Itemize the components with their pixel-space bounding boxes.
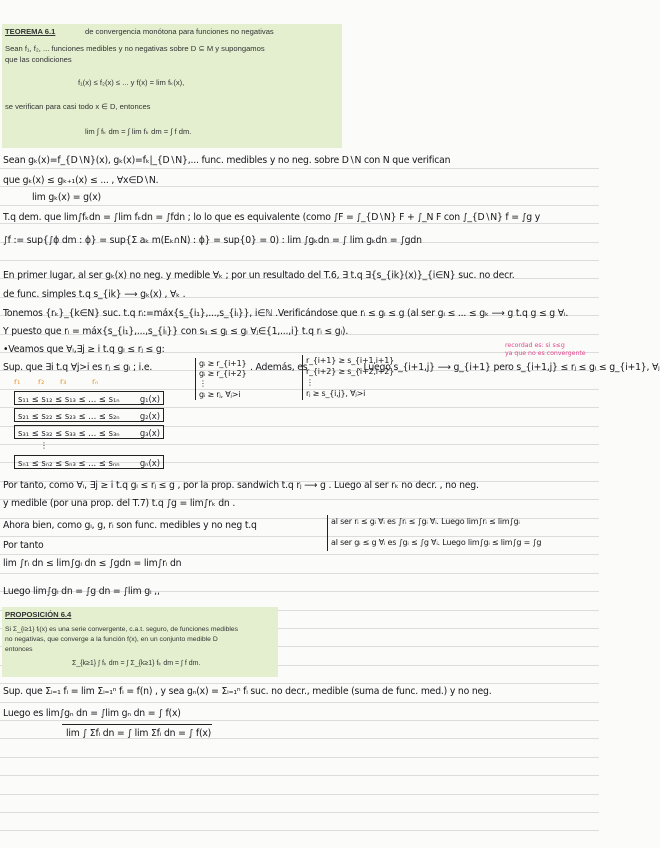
rule-line	[0, 389, 599, 390]
rule-line	[0, 554, 599, 555]
system-line: rⱼ ≥ s_{i,j}, ∀ⱼ>i	[306, 389, 366, 398]
theorem-title: TEOREMA 6.1	[5, 27, 56, 36]
note-line: ∫f := sup{∫ϕ dm : ϕ} = sup{Σ aₖ m(Eₖ∩N) : ϕ} = sup{0} = 0) : lim ∫gₖdn = ∫ lim gₖdn = ∫gdn	[3, 235, 422, 246]
note-line: lim gₖ(x) = g(x)	[32, 192, 101, 203]
rule-line	[0, 260, 599, 261]
sequence-row	[14, 408, 164, 422]
rule-line	[0, 702, 599, 703]
note-line: . Luego s_{i+1,j} ⟶ g_{i+1} pero s_{i+1,j} ≤ rⱼ ≤ gᵢ ≤ g_{i+1}, ∀ⱼ	[358, 362, 660, 373]
system-line: gᵢ ≥ r_{i+2}	[199, 369, 247, 378]
brace	[302, 355, 303, 400]
brace	[195, 358, 196, 400]
note-line: lim ∫rᵢ dn ≤ lim∫gᵢ dn ≤ ∫gdn = lim∫rᵢ dn	[3, 558, 182, 569]
note-line: Luego es lim∫gₙ dn = ∫lim gₙ dn = ∫ f(x)	[3, 708, 181, 719]
note-line: de func. simples t.q s_{ik} ⟶ gₖ(x) , ∀ₖ .	[3, 289, 186, 300]
note-line: Y puesto que rᵢ = máx{s_{i₁},...,s_{iᵢ}} con sᵢⱼ ≤ gⱼ ≤ gᵢ ∀ⱼ∈{1,...,i} t.q rᵢ ≤ gᵢ).	[3, 326, 349, 337]
rule-line	[0, 812, 599, 813]
system-line: gᵢ ≥ r_{i+1}	[199, 359, 247, 368]
note-line: y medible (por una prop. del T.7) t.q ∫g = lim∫rₖ dn .	[3, 498, 236, 509]
rule-line	[0, 573, 599, 574]
sequence-limit: g₂(x)	[139, 411, 160, 421]
note-line: que gₖ(x) ≤ gₖ₊₁(x) ≤ ... , ∀x∈D∖N.	[3, 175, 159, 186]
proposition-title: PROPOSICIÓN 6.4	[5, 610, 72, 619]
r-label: r₂	[38, 377, 45, 386]
system-line: gᵢ ≥ rⱼ, ∀ⱼ>i	[199, 390, 241, 399]
rule-line	[0, 205, 599, 206]
rule-line	[0, 536, 599, 537]
note-line: . Además, es	[250, 362, 308, 373]
note-line: Ahora bien, como gᵢ, g, rᵢ son func. medibles y no neg t.q	[3, 520, 257, 531]
sequence-text: s₃₁ ≤ s₃₂ ≤ s₃₃ ≤ ... ≤ s₃ₙ	[18, 428, 120, 438]
sequence-limit: gₙ(x)	[139, 458, 160, 468]
note-line: •Veamos que ∀ᵢ,∃j ≥ i t.q gᵢ ≤ rⱼ ≤ g:	[3, 344, 165, 355]
r-label: r₃	[60, 377, 67, 386]
note-line: Sup. que ∃i t.q ∀j>i es rⱼ ≤ gᵢ ; i.e.	[3, 362, 153, 373]
theorem-name: de convergencia monótona para funciones no negativas	[85, 27, 274, 36]
note-line: Por tanto	[3, 540, 44, 551]
proposition-formula: Σ_{k≥1} ∫ fₖ dm = ∫ Σ_{k≥1} fₖ dm = ∫ f dm.	[72, 660, 201, 667]
r-label: r₁	[14, 377, 21, 386]
sequence-text: s₂₁ ≤ s₂₂ ≤ s₂₃ ≤ ... ≤ s₂ₙ	[18, 411, 120, 421]
note-line: lim ∫ Σfᵢ dn = ∫ lim Σfᵢ dn = ∫ f(x)	[66, 728, 212, 739]
note-line: En primer lugar, al ser gₖ(x) no neg. y medible ∀ₖ ; por un resultado del T.6, ∃ t.q ∃{s_{ik}(x)}_{i∈N} suc. no decr.	[3, 270, 515, 281]
rule-line	[0, 186, 599, 187]
rule-line	[0, 444, 599, 445]
sequence-row	[14, 391, 164, 405]
brace	[327, 515, 328, 551]
rule-line	[0, 720, 599, 721]
note-line: al ser rᵢ ≤ gᵢ ∀ᵢ es ∫rᵢ ≤ ∫gᵢ ∀ᵢ. Luego lim∫rᵢ ≤ lim∫gᵢ	[331, 517, 520, 526]
theorem-line: que las condiciones	[5, 55, 72, 64]
theorem-line: Sean f₁, f₂, ... funciones medibles y no negativas sobre D ⊆ M y supongamos	[5, 44, 265, 53]
r-label: rₙ	[92, 377, 99, 386]
underline	[62, 724, 212, 725]
rule-line	[0, 830, 599, 831]
rule-line	[0, 223, 599, 224]
sequence-limit: g₃(x)	[139, 428, 160, 438]
proposition-line: no negativas, que converge a la función f(x), en un conjunto medible D	[5, 636, 218, 643]
proposition-line: Si Σ_{i≥1} fᵢ(x) es una serie convergente, c.a.t. seguro, de funciones medibles	[5, 626, 239, 633]
note-line: Luego lim∫gᵢ dn = ∫g dn = ∫lim gᵢ ,,	[3, 586, 160, 597]
note-line: Tonemos {rₖ}_{k∈N} suc. t.q rᵢ:=máx{s_{i₁},...,s_{iᵢ}}, i∈ℕ .Verificándose que rᵢ ≤ gᵢ ≤ g (al ser gᵢ ≤ ... ≤ gₖ ⟶ g t.q g ≤ g ∀ᵢ.	[3, 308, 569, 319]
rule-line	[0, 775, 599, 776]
sequence-text: sₙ₁ ≤ sₙ₂ ≤ sₙ₃ ≤ ... ≤ sₙₙ	[18, 458, 120, 468]
sequence-row	[14, 425, 164, 439]
note-line: Sup. que Σᵢ₌₁ fᵢ = lim Σᵢ₌₁ⁿ fᵢ = f(n) , y sea gₙ(x) = Σᵢ₌₁ⁿ fᵢ suc. no decr., medible (suma de func. med.) y no neg.	[3, 686, 492, 697]
note-line: T.q dem. que lim∫fₖdn = ∫lim fₖdn = ∫fdn ; lo lo que es equivalente (como ∫F = ∫_{D∖N} F + ∫_N F con ∫_{D∖N} f = ∫g y	[3, 212, 540, 223]
margin-note: recordad es: si s≤g	[505, 342, 565, 349]
theorem-line: se verifican para casi todo x ∈ D, entonces	[5, 102, 151, 111]
system-line: r_{i+2} ≥ s_{i+2,i+2}	[306, 367, 394, 376]
note-line: al ser gᵢ ≤ g ∀ᵢ es ∫gᵢ ≤ ∫g ∀ᵢ. Luego lim∫gᵢ ≤ lim∫g = ∫g	[331, 538, 542, 547]
theorem-formula: lim ∫ fₖ dm = ∫ lim fₖ dm = ∫ f dm.	[85, 127, 192, 136]
note-line: Por tanto, como ∀ᵢ, ∃j ≥ i t.q gᵢ ≤ rⱼ ≤ g , por la prop. sandwich t.q rⱼ ⟶ g . Luego al ser rₖ no decr. , no neg.	[3, 480, 479, 491]
sequence-text: s₁₁ ≤ s₁₂ ≤ s₁₃ ≤ ... ≤ s₁ₙ	[18, 394, 120, 404]
sequence-limit: g₁(x)	[139, 394, 160, 404]
margin-note: ya que no es convergente	[505, 350, 586, 357]
proposition-line: entonces	[5, 646, 33, 653]
rule-line	[0, 757, 599, 758]
system-line: ⋮	[306, 378, 314, 387]
rule-line	[0, 794, 599, 795]
rule-line	[0, 683, 599, 684]
rule-line	[0, 168, 599, 169]
note-line: Sean gₖ(x)=f_{D∖N}(x), gₖ(x)=fₖ|_{D∖N},... func. medibles y no neg. sobre D∖N con N que verifican	[3, 155, 451, 166]
system-line: ⋮	[199, 379, 207, 388]
sequence-row	[14, 455, 164, 469]
system-line: r_{i+1} ≥ s_{i+1,i+1}	[306, 356, 394, 365]
sequence-dots: ⋮	[40, 441, 48, 450]
theorem-formula: f₁(x) ≤ f₂(x) ≤ ... y f(x) = lim fₖ(x),	[78, 78, 185, 87]
